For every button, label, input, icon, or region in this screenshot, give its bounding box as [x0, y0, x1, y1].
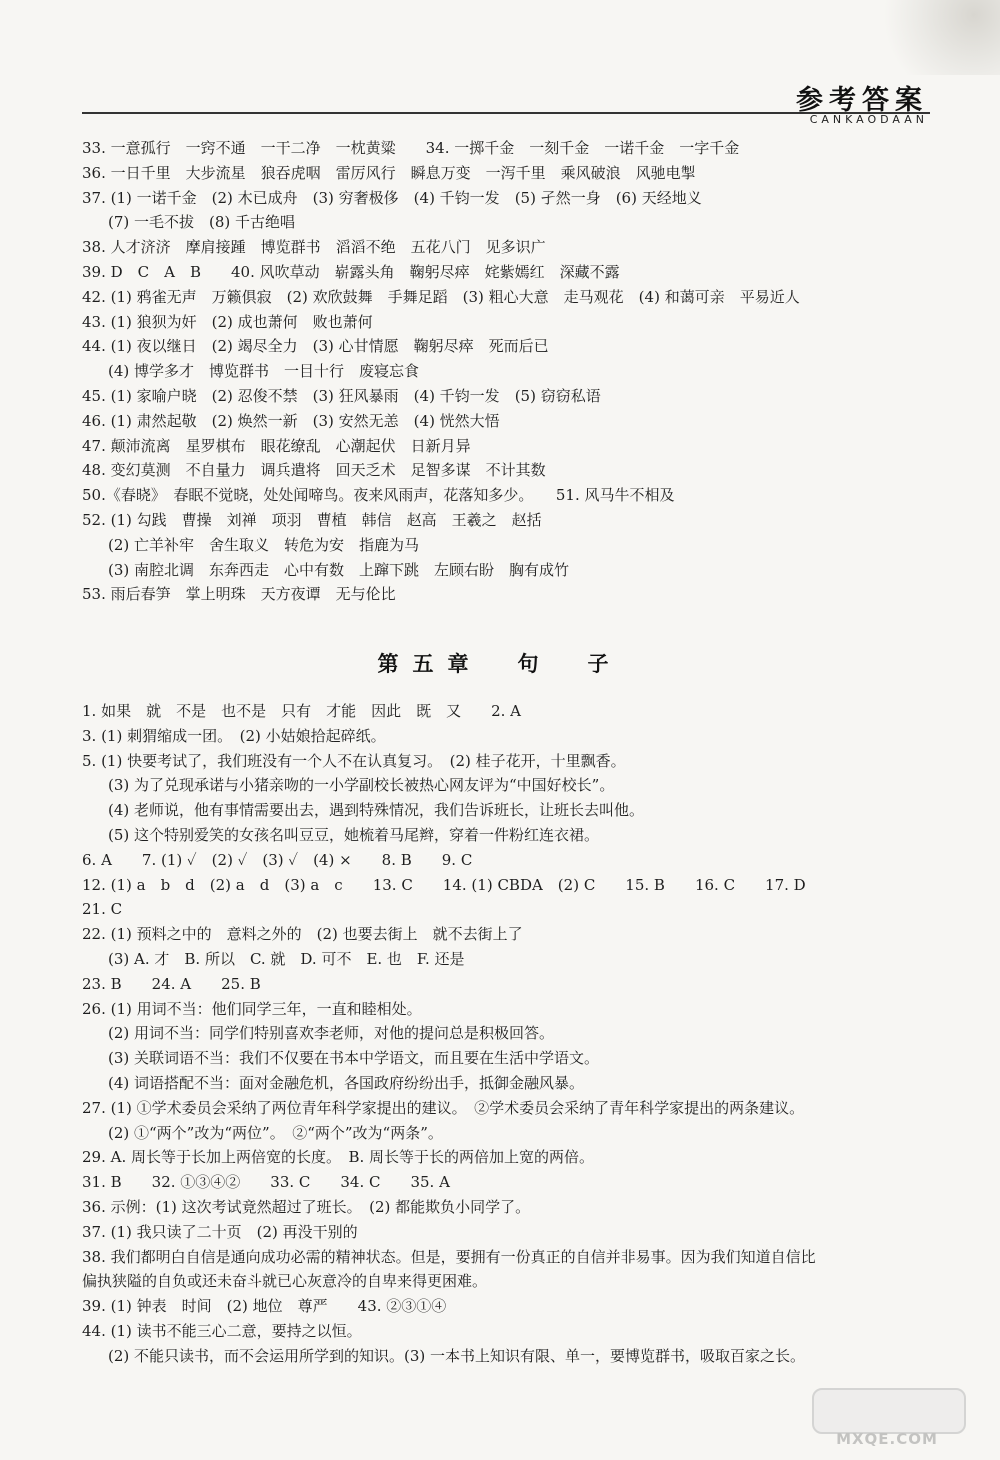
corner-texture: [870, 0, 1000, 75]
answer-line: 36. 一日千里 大步流星 狼吞虎咽 雷厉风行 瞬息万变 一泻千里 乘风破浪 风驰电掣: [82, 163, 696, 182]
answer-line: (3) A. 才 B. 所以 C. 就 D. 可不 E. 也 F. 还是: [108, 949, 465, 968]
answer-line: 22. (1) 预料之中的 意料之外的 (2) 也要去街上 就不去街上了: [82, 925, 523, 944]
answer-line: (2) 不能只读书，而不会运用所学到的知识。(3) 一本书上知识有限、单一，要博览群书，吸取百家之长。: [108, 1346, 806, 1365]
answer-line: (4) 博学多才 博览群书 一目十行 废寝忘食: [108, 362, 420, 381]
answer-line: 50.《春晓》 春眠不觉晓，处处闻啼鸟。夜来风雨声，花落知多少。 51. 风马牛不相及: [82, 486, 675, 505]
header-rule: [82, 112, 930, 114]
answer-line: 偏执狭隘的自负或还未奋斗就已心灰意冷的自卑来得更困难。: [82, 1272, 488, 1291]
header-subtitle: CANKAODAAN: [809, 113, 928, 126]
watermark-logo-icon: [812, 1388, 966, 1434]
answer-line: 37. (1) 一诺千金 (2) 木已成舟 (3) 穷奢极侈 (4) 千钧一发 (5) 孑然一身 (6) 天经地义: [82, 188, 702, 207]
answer-line: 33. 一意孤行 一窍不通 一干二净 一枕黄粱 34. 一掷千金 一刻千金 一诺千金 一字千金: [82, 139, 740, 157]
site-watermark: [812, 1388, 962, 1448]
answers-top-block: [82, 136, 960, 607]
answer-line: (3) 为了兑现承诺与小猪亲吻的一小学副校长被热心网友评为“中国好校长”。: [108, 776, 615, 795]
answer-line: (2) 用词不当：同学们特别喜欢李老师，对他的提问总是积极回答。: [108, 1024, 555, 1043]
answer-line: 5. (1) 快要考试了，我们班没有一个人不在认真复习。 (2) 桂子花开，十里飘香。: [82, 751, 626, 770]
header-title: 参考答案: [796, 85, 928, 116]
answer-line: 43. (1) 狼狈为奸 (2) 成也萧何 败也萧何: [82, 312, 373, 331]
answer-line: 42. (1) 鸦雀无声 万籁俱寂 (2) 欢欣鼓舞 手舞足蹈 (3) 粗心大意 走马观花 (4) 和蔼可亲 平易近人: [82, 287, 800, 306]
answer-line: 44. (1) 读书不能三心二意，要持之以恒。: [82, 1321, 362, 1340]
answer-line: 48. 变幻莫测 不自量力 调兵遣将 回天乏术 足智多谋 不计其数: [82, 461, 546, 480]
answer-line: 38. 我们都明白自信是通向成功必需的精神状态。但是，要拥有一份真正的自信并非易事。因为我们知道自信比: [82, 1247, 816, 1266]
answer-line: 3. (1) 刺猬缩成一团。 (2) 小姑娘拾起碎纸。: [82, 726, 386, 745]
answer-line: (3) 关联词语不当：我们不仅要在书本中学语文，而且要在生活中学语文。: [108, 1049, 600, 1068]
answer-line: 37. (1) 我只读了二十页 (2) 再没干别的: [82, 1222, 358, 1241]
answer-line: 53. 雨后春笋 掌上明珠 天方夜谭 无与伦比: [82, 585, 396, 604]
answer-line: 12. (1) a b d (2) a d (3) a c 13. C 14. (1) CBDA (2) C 15. B 16. C 17. D: [82, 875, 806, 894]
answer-line: 29. A. 周长等于长加上两倍宽的长度。 B. 周长等于长的两倍加上宽的两倍。: [82, 1148, 595, 1167]
answer-line: (2) 亡羊补牢 舍生取义 转危为安 指鹿为马: [108, 535, 420, 554]
answer-line: (2) ①“两个”改为“两位”。 ②“两个”改为“两条”。: [108, 1123, 443, 1142]
answer-line: 26. (1) 用词不当：他们同学三年，一直和睦相处。: [82, 999, 422, 1018]
answer-line: (7) 一毛不拔 (8) 千古绝唱: [108, 213, 296, 232]
answer-line: 27. (1) ①学术委员会采纳了两位青年科学家提出的建议。 ②学术委员会采纳了青年科学家提出的两条建议。: [82, 1098, 805, 1117]
answer-line: 21. C: [82, 900, 123, 919]
answer-line: (5) 这个特别爱笑的女孩名叫豆豆，她梳着马尾辫，穿着一件粉红连衣裙。: [108, 825, 600, 844]
watermark-text: MXQE.COM: [836, 1430, 938, 1448]
answer-line: 52. (1) 勾践 曹操 刘禅 项羽 曹植 韩信 赵高 王羲之 赵括: [82, 510, 542, 529]
answer-line: 46. (1) 肃然起敬 (2) 焕然一新 (3) 安然无恙 (4) 恍然大悟: [82, 411, 500, 430]
answer-line: 38. 人才济济 摩肩接踵 博览群书 滔滔不绝 五花八门 见多识广: [82, 238, 546, 257]
answer-line: 1. 如果 就 不是 也不是 只有 才能 因此 既 又 2. A: [82, 702, 521, 720]
answer-line: 45. (1) 家喻户晓 (2) 忍俊不禁 (3) 狂风暴雨 (4) 千钧一发 (5) 窃窃私语: [82, 386, 601, 405]
answer-line: 23. B 24. A 25. B: [82, 974, 261, 993]
answer-line: (3) 南腔北调 东奔西走 心中有数 上蹿下跳 左顾右盼 胸有成竹: [108, 560, 570, 579]
answers-bottom-block: [82, 699, 960, 1369]
chapter-title: 第五章 句 子: [377, 652, 623, 676]
answer-line: 44. (1) 夜以继日 (2) 竭尽全力 (3) 心甘情愿 鞠躬尽瘁 死而后已: [82, 337, 549, 356]
answer-line: 31. B 32. ①③④② 33. C 34. C 35. A: [82, 1173, 450, 1192]
answer-line: (4) 老师说，他有事情需要出去，遇到特殊情况，我们告诉班长，让班长去叫他。: [108, 801, 645, 820]
answer-line: (4) 词语搭配不当：面对金融危机，各国政府纷纷出手，抵御金融风暴。: [108, 1073, 585, 1092]
answer-line: 39. D C A B 40. 风吹草动 崭露头角 鞠躬尽瘁 姹紫嫣红 深藏不露: [82, 262, 620, 281]
answer-line: 47. 颠沛流离 星罗棋布 眼花缭乱 心潮起伏 日新月异: [82, 436, 471, 455]
answer-line: 39. (1) 钟表 时间 (2) 地位 尊严 43. ②③①④: [82, 1297, 447, 1316]
answer-line: 6. A 7. (1) ✓ (2) ✓ (3) ✓ (4) × 8. B 9. C: [82, 850, 473, 869]
answer-line: 36. 示例：(1) 这次考试竟然超过了班长。 (2) 都能欺负小同学了。: [82, 1197, 531, 1216]
